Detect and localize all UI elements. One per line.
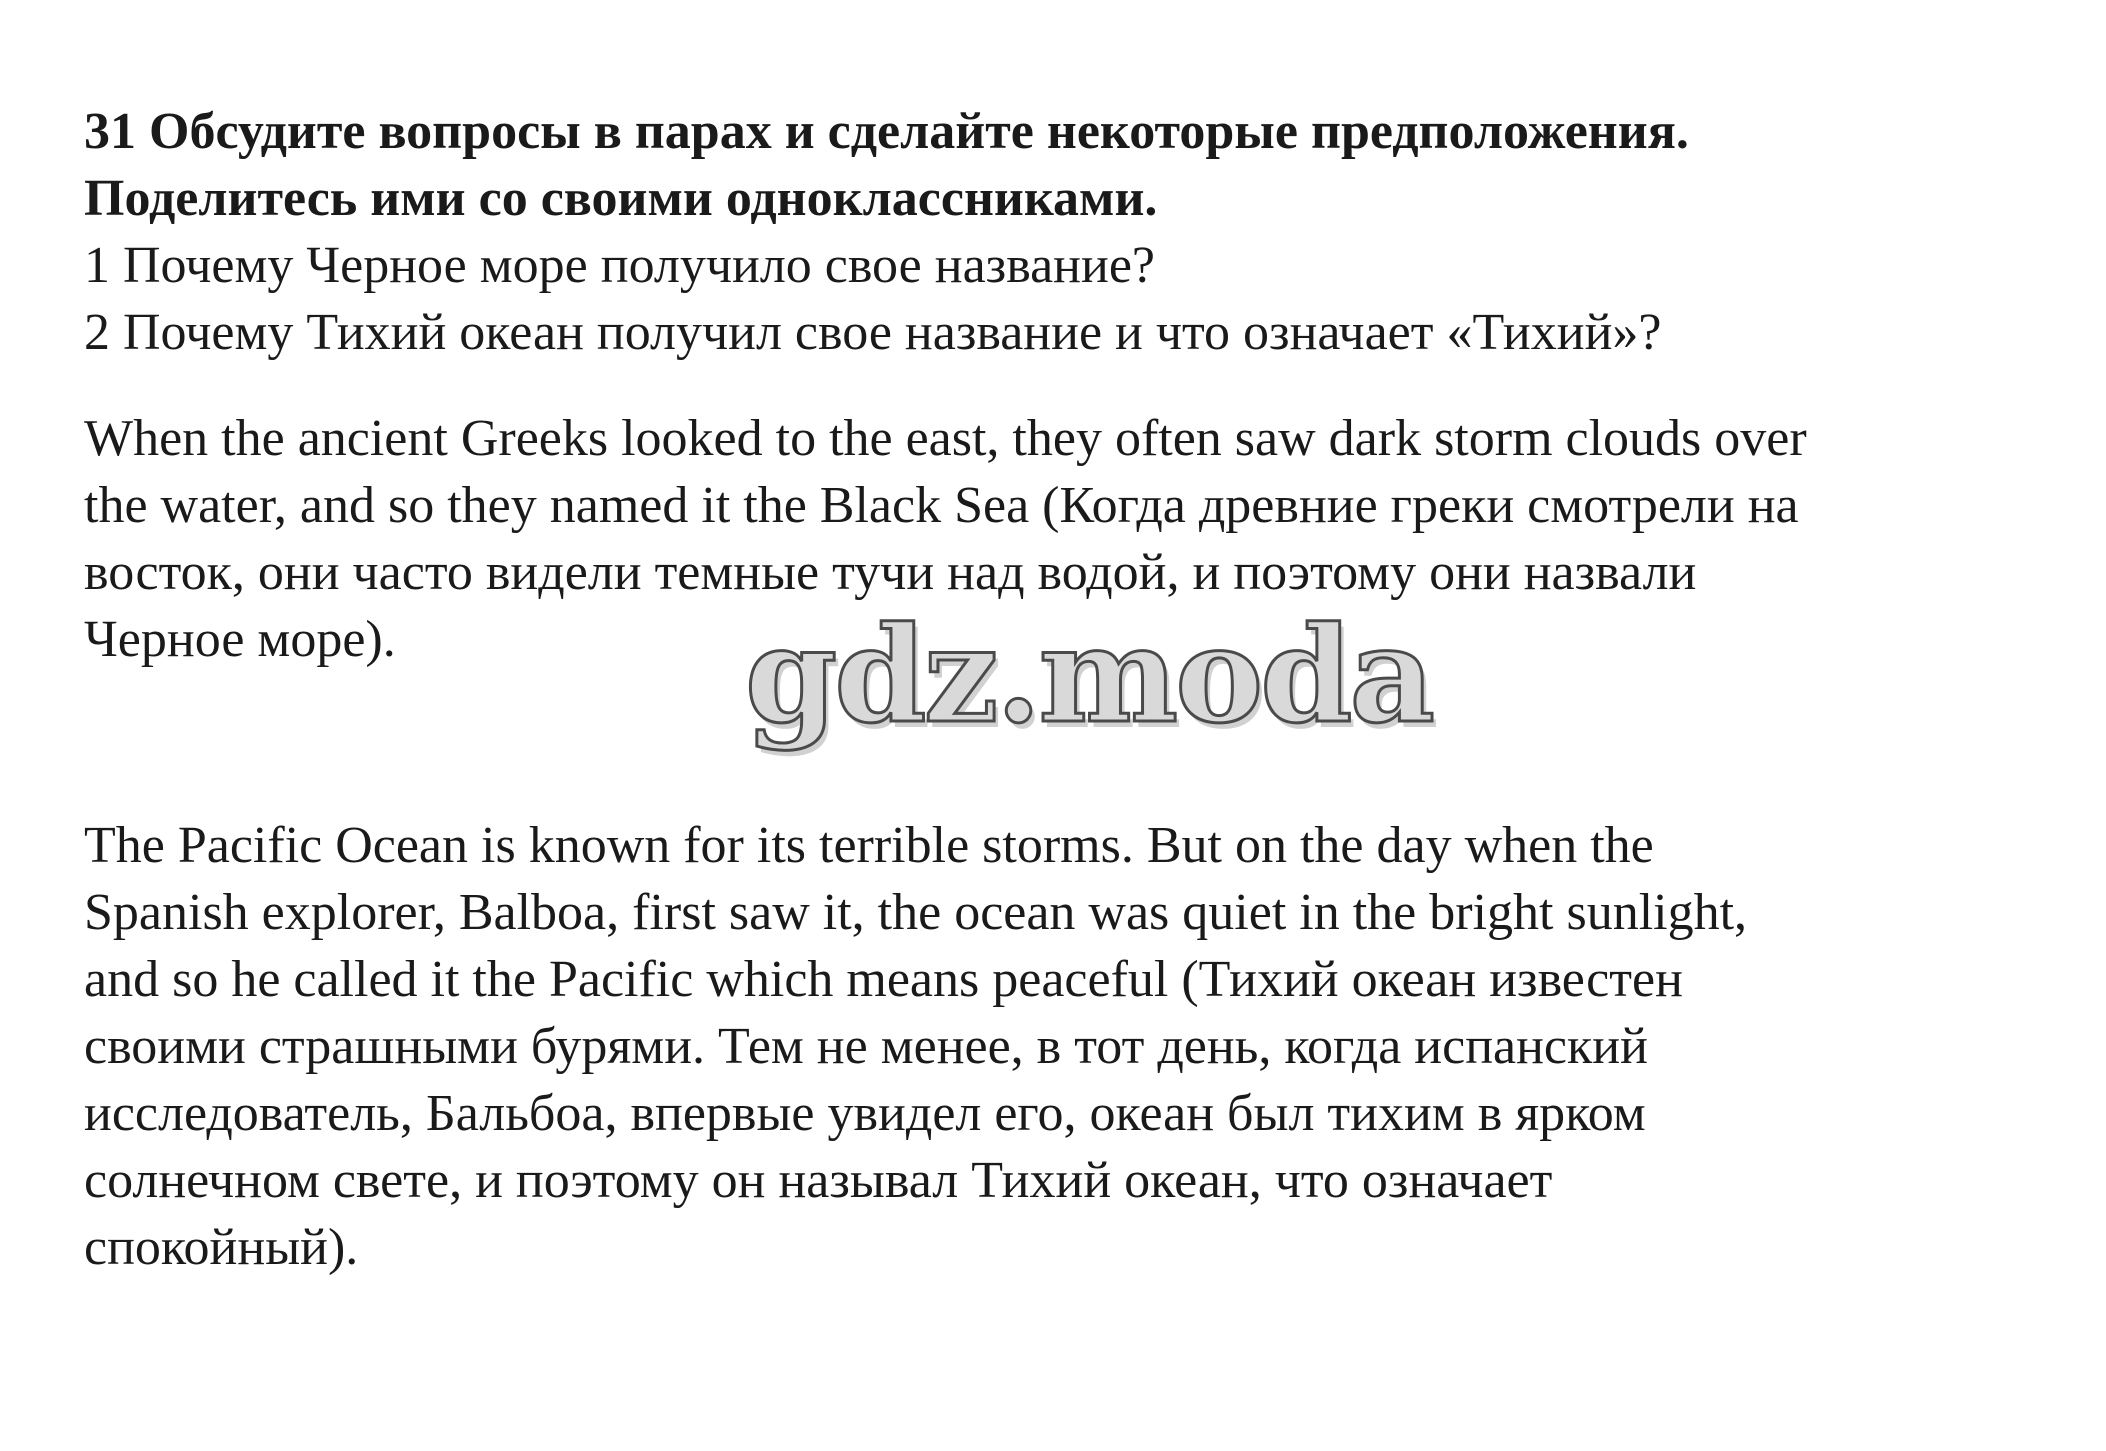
answer-line: исследователь, Бальбоа, впервые увидел его, океан был тихим в ярком	[84, 1085, 1646, 1142]
answer-line: Черное море).	[84, 611, 396, 668]
answer-line: When the ancient Greeks looked to the east, they often saw dark storm clouds over	[84, 410, 1807, 467]
answer-line: своими страшными бурями. Тем не менее, в тот день, когда испанский	[84, 1018, 1648, 1075]
answer-line: The Pacific Ocean is known for its terrible storms. But on the day when the	[84, 817, 1654, 874]
answer-line: солнечном свете, и поэтому он называл Тихий океан, что означает	[84, 1152, 1553, 1209]
answer-line: Spanish explorer, Balboa, first saw it, the ocean was quiet in the bright sunlight,	[84, 884, 1748, 941]
task-heading	[84, 98, 2044, 366]
watermark-logo: gdz.moda	[745, 598, 1433, 753]
task-heading-line-1: 31 Обсудите вопросы в парах и сделайте некоторые предположения.	[84, 103, 1689, 160]
answer-line: and so he called it the Pacific which means peaceful (Тихий океан известен	[84, 951, 1683, 1008]
question-2: 2 Почему Тихий океан получил свое название и что означает «Тихий»?	[84, 304, 1662, 361]
question-1: 1 Почему Черное море получило свое название?	[84, 237, 1155, 294]
task-heading-line-2: Поделитесь ими со своими одноклассниками.	[84, 170, 1158, 227]
answer-line: восток, они часто видели темные тучи над водой, и поэтому они назвали	[84, 544, 1697, 601]
answer-pacific-ocean	[84, 812, 2044, 1281]
answer-line: the water, and so they named it the Black Sea (Когда древние греки смотрели на	[84, 477, 1799, 534]
answer-line: спокойный).	[84, 1219, 359, 1276]
